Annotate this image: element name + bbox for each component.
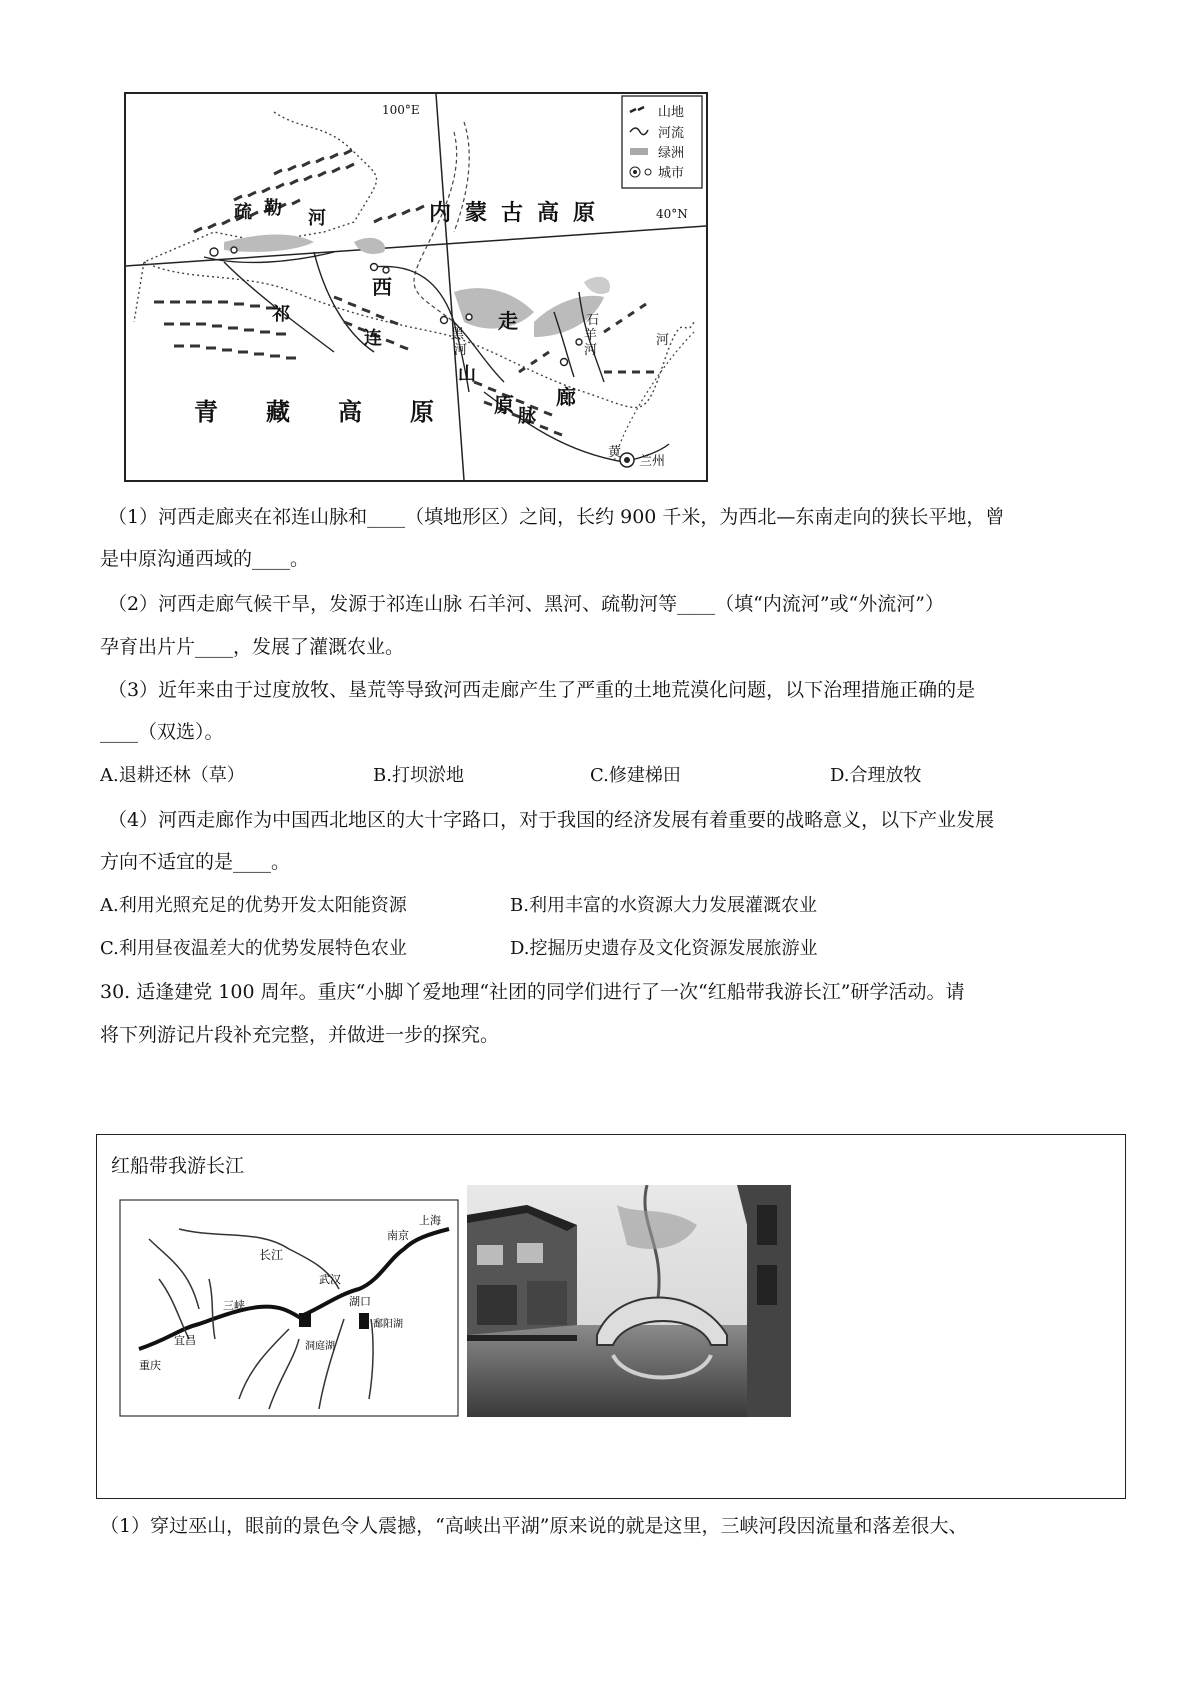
sketch-label-poyang: 鄱阳湖 xyxy=(373,1319,403,1330)
sketch-label-yichang: 宜昌 xyxy=(174,1334,196,1347)
travelogue-title: 红船带我游长江 xyxy=(111,1155,245,1177)
sketch-label-wuhan: 武汉 xyxy=(319,1273,341,1286)
q29-p3-line2: ____（双选）。 xyxy=(100,721,224,743)
q29-p1-line2: 是中原沟通西域的____。 xyxy=(100,548,310,570)
hei-label: 黑 xyxy=(451,327,465,342)
legend-mountain: 山地 xyxy=(658,105,685,120)
shule-1-label: 疏 xyxy=(234,202,252,223)
hexi-lang-label: 廊 xyxy=(556,385,576,409)
shule-2-label: 勒 xyxy=(264,198,282,219)
yuan-label: 原 xyxy=(494,393,514,417)
oasis-legend-icon xyxy=(630,148,648,155)
he2-label: 河 xyxy=(454,343,468,358)
qilian-1-label: 祁 xyxy=(272,304,290,325)
legend-city: 城市 xyxy=(658,166,685,181)
q29-p4-option-b: B.利用丰富的水资源大力发展灌溉农业 xyxy=(510,895,817,916)
q30-p1-line1: （1）穿过巫山，眼前的景色令人震撼，“高峡出平湖”原来说的就是这里，三峡河段因流量和落差很大、 xyxy=(100,1515,968,1537)
q29-p4-option-a: A.利用光照充足的优势开发太阳能资源 xyxy=(100,895,407,916)
sketch-label-sanxia: 三峡 xyxy=(223,1299,245,1312)
sketch-label-dongting: 洞庭湖 xyxy=(305,1341,335,1352)
map-legend xyxy=(622,96,702,188)
he-river-label: 河 xyxy=(656,333,670,348)
q29-p4-line1: （4）河西走廊作为中国西北地区的大十字路口，对于我国的经济发展有着重要的战略意义，以下产业发展 xyxy=(108,809,995,831)
q29-p3-line1: （3）近年来由于过度放牧、垦荒等导致河西走廊产生了严重的土地荒漠化问题，以下治理措施正确的是 xyxy=(108,679,976,701)
q29-p2-line1: （2）河西走廊气候干旱，发源于祁连山脉 石羊河、黑河、疏勒河等____（填“内流河”或“外流河”） xyxy=(108,593,944,615)
sketch-label-nanjing: 南京 xyxy=(387,1229,409,1242)
yangtze-sketch-map xyxy=(119,1199,459,1417)
neimeng-label: 内蒙古高原 xyxy=(429,201,610,226)
hexi-zou-label: 走 xyxy=(498,309,518,333)
q29-p3-option-a: A.退耕还林（草） xyxy=(100,765,245,786)
q29-p4-option-d: D.挖掘历史遗存及文化资源发展旅游业 xyxy=(510,938,818,959)
yang-label: 羊 xyxy=(584,328,598,343)
q29-p1-line1: （1）河西走廊夹在祁连山脉和____（填地形区）之间，长约 900 千米，为西北—东南走向的狭长平地，曾 xyxy=(108,506,1005,528)
yangtze-sketch-svg xyxy=(119,1199,459,1417)
travelogue-box xyxy=(96,1134,1126,1499)
q29-p2-line2: 孕育出片片____，发展了灌溉农业。 xyxy=(100,636,405,658)
he3-label: 河 xyxy=(584,343,598,358)
qilian-2-label: 连 xyxy=(364,328,382,349)
q30-line1: 30. 适逢建党 100 周年。重庆“小脚丫爱地理“社团的同学们进行了一次“红船带我游长江”研学活动。请 xyxy=(100,981,965,1003)
sketch-label-changjiang: 长江 xyxy=(259,1248,284,1262)
q30-line2: 将下列游记片段补充完整，并做进一步的探究。 xyxy=(100,1024,500,1046)
dongting-lake xyxy=(299,1313,311,1327)
poyang-lake xyxy=(359,1313,369,1329)
lon-label: 100°E xyxy=(382,103,420,117)
qilian-3-label: 山 xyxy=(458,364,476,385)
hexi-xi-label: 西 xyxy=(372,275,392,299)
sketch-label-chongqing: 重庆 xyxy=(139,1359,161,1372)
shule-3-label: 河 xyxy=(308,208,326,229)
lanzhou-marker xyxy=(620,453,634,467)
lat-label: 40°N xyxy=(656,207,688,221)
huang-label: 黄 xyxy=(608,445,622,460)
q29-p4-option-c: C.利用昼夜温差大的优势发展特色农业 xyxy=(100,938,407,959)
sketch-label-hukou: 湖口 xyxy=(349,1295,371,1308)
legend-oasis: 绿洲 xyxy=(658,146,685,161)
qingzang-label: 青藏高原 xyxy=(194,398,482,426)
qilian-4-label: 脉 xyxy=(518,406,536,427)
shi-label: 石 xyxy=(586,313,600,328)
q29-p3-option-c: C.修建梯田 xyxy=(590,765,681,786)
sketch-label-shanghai: 上海 xyxy=(419,1214,441,1227)
water-town-photo xyxy=(467,1185,791,1417)
q29-p4-line2: 方向不适宜的是____。 xyxy=(100,851,291,873)
water-town-svg xyxy=(467,1185,791,1417)
hexi-map-svg xyxy=(124,92,708,482)
lanzhou-label: 兰州 xyxy=(639,454,666,469)
q29-p3-option-d: D.合理放牧 xyxy=(830,765,922,786)
q29-p3-option-b: B.打坝淤地 xyxy=(373,765,464,786)
hexi-corridor-map xyxy=(124,92,708,482)
legend-river: 河流 xyxy=(658,126,685,141)
